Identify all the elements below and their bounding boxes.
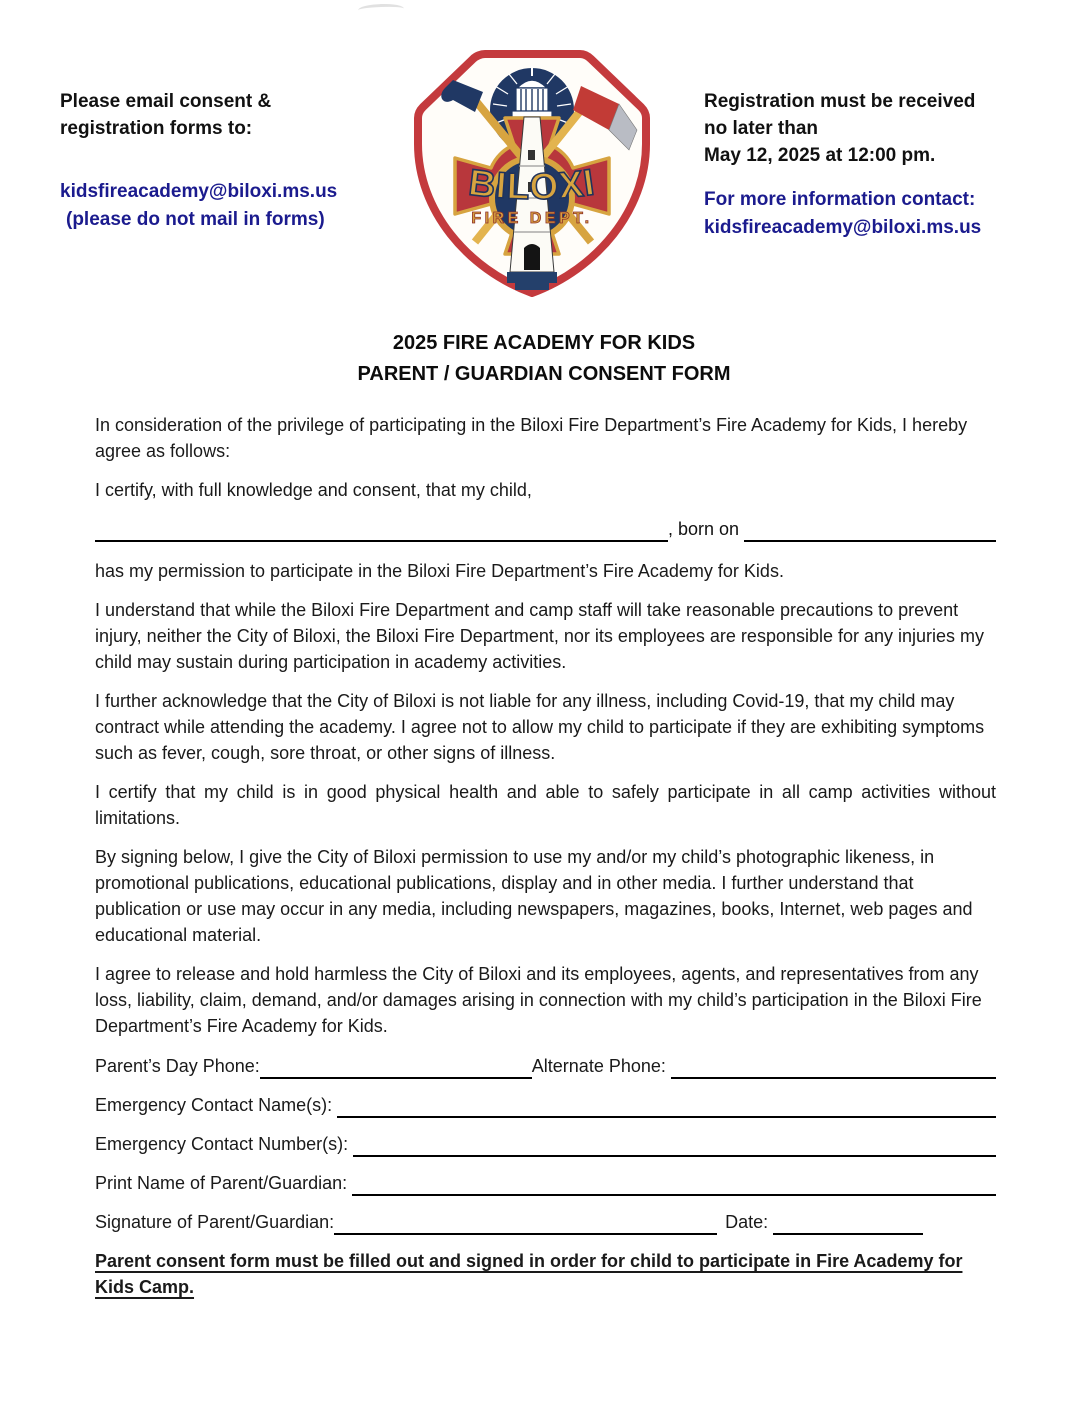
paragraph-photo-release: By signing below, I give the City of Biloxi permission to use my and/or my child’s photographic likeness, in promotional publications, educational publications, display and in other media. I further understand that publication or use may occur in any media, including newspapers, magazines, books, Internet, web pages and educational material.	[95, 847, 973, 945]
born-on-label: , born on	[668, 519, 745, 539]
day-phone-blank	[260, 1055, 532, 1079]
paragraph-illness-liability: I further acknowledge that the City of Biloxi is not liable for any illness, including Covid-19, that my child may contract while attending the academy. I agree not to allow my child to participate if they are exhibiting symptoms such as fever, cough, sore throat, or other signs of illness.	[95, 691, 985, 763]
alt-phone-label: Alternate Phone:	[531, 1056, 671, 1076]
phone-row	[95, 1053, 996, 1079]
scan-artifact	[358, 3, 404, 16]
form-body	[95, 412, 996, 1313]
child-name-birthdate-row	[95, 516, 996, 542]
birth-date-blank	[744, 518, 996, 542]
print-name-label: Print Name of Parent/Guardian:	[95, 1173, 353, 1193]
email-address: kidsfireacademy@biloxi.ms.us	[60, 181, 338, 202]
signature-row	[95, 1209, 996, 1235]
form-title-line1: 2025 FIRE ACADEMY FOR KIDS	[392, 332, 696, 354]
contact-fields	[95, 1053, 996, 1235]
emergency-name-row	[95, 1092, 996, 1118]
print-name-row	[95, 1170, 996, 1196]
badge-dept-text: FIRE DEPT.	[471, 210, 593, 227]
svg-text:BILOXI	[467, 161, 598, 207]
emergency-number-blank	[353, 1133, 996, 1157]
paragraph-physical-health: I certify that my child is in good physical health and able to safely participate in all camp activities without limitations.	[95, 782, 996, 828]
biloxi-fire-dept-badge	[413, 46, 653, 306]
deadline-line2: no later than	[704, 118, 819, 139]
email-instruction-line2: registration forms to:	[60, 118, 253, 139]
emergency-number-label: Emergency Contact Number(s):	[95, 1134, 354, 1154]
print-name-blank	[352, 1172, 996, 1196]
child-name-blank	[95, 518, 668, 542]
registration-deadline-block	[704, 88, 1044, 242]
paragraph-consideration: In consideration of the privilege of participating in the Biloxi Fire Department’s Fire Academy for Kids, I hereby agree as follows:	[95, 415, 968, 461]
deadline-line1: Registration must be received	[704, 91, 976, 112]
no-mail-note: (please do not mail in forms)	[66, 209, 325, 230]
paragraph-certify-child: I certify, with full knowledge and consent, that my child,	[95, 480, 532, 500]
emergency-name-label: Emergency Contact Name(s):	[95, 1095, 338, 1115]
email-instruction-line1: Please email consent &	[60, 91, 272, 112]
mandatory-consent-notice: Parent consent form must be filled out and signed in order for child to participate in Fire Academy for Kids Camp.	[95, 1251, 963, 1297]
form-title	[0, 328, 1088, 390]
signature-blank	[334, 1211, 717, 1235]
contact-email: kidsfireacademy@biloxi.ms.us	[704, 217, 982, 238]
form-title-line2: PARENT / GUARDIAN CONSENT FORM	[357, 363, 731, 385]
deadline-date: May 12, 2025 at 12:00 pm.	[704, 145, 936, 166]
signature-label: Signature of Parent/Guardian:	[95, 1212, 335, 1232]
contact-label: For more information contact:	[704, 189, 976, 210]
emergency-name-blank	[337, 1094, 996, 1118]
email-instructions-block	[60, 88, 405, 234]
alt-phone-blank	[671, 1055, 996, 1079]
paragraph-injury-liability: I understand that while the Biloxi Fire Department and camp staff will take reasonable precautions to prevent injury, neither the City of Biloxi, the Biloxi Fire Department, nor its employees are responsible for any injuries my child may sustain during participation in academy activities.	[95, 600, 985, 672]
paragraph-hold-harmless: I agree to release and hold harmless the City of Biloxi and its employees, agents, and representatives from any loss, liability, claim, demand, and/or damages arising in connection with my child’s participation in the Biloxi Fire Department’s Fire Academy for Kids.	[95, 964, 982, 1036]
emergency-number-row	[95, 1131, 996, 1157]
badge-city-text: BILOXI	[466, 161, 598, 208]
day-phone-label: Parent’s Day Phone:	[95, 1056, 260, 1076]
fire-dept-badge-icon	[413, 46, 653, 306]
date-label: Date:	[725, 1212, 774, 1232]
paragraph-permission: has my permission to participate in the Biloxi Fire Department’s Fire Academy for Kids.	[95, 561, 784, 581]
date-blank	[773, 1211, 923, 1235]
